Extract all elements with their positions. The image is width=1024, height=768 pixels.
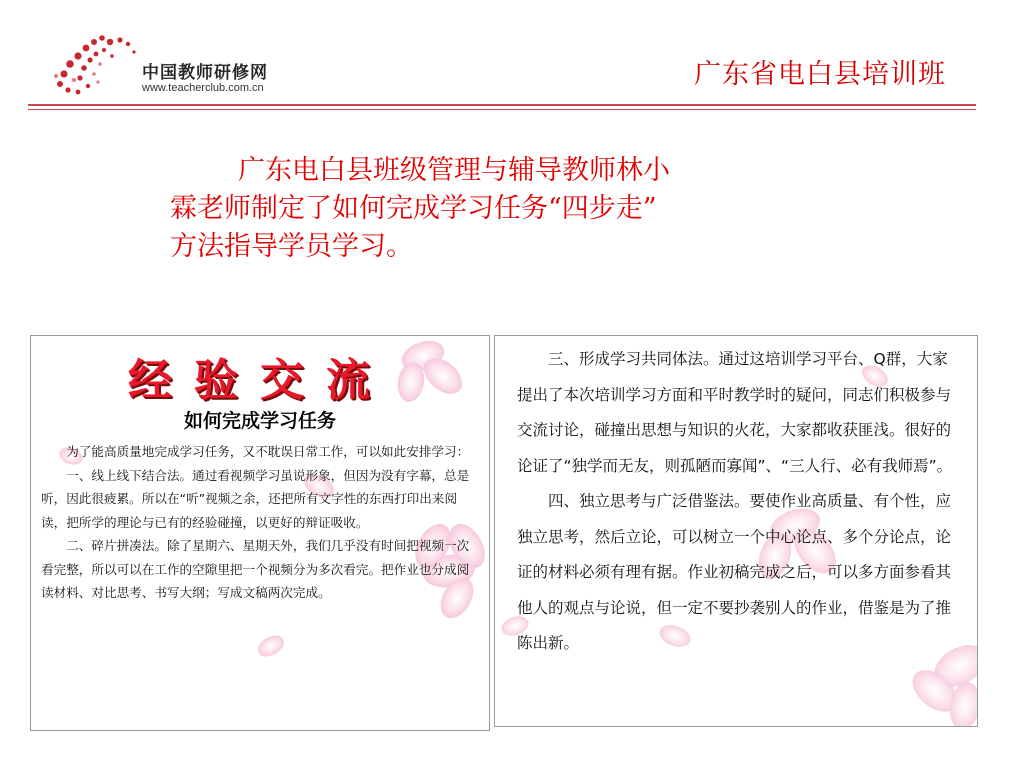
paragraph: 一、线上线下结合法。通过看视频学习虽说形象，但因为没有字幕，总是听，因此很疲累。所以在“听”视频之余，还把所有文字性的东西打印出来阅读，把所学的理论与已有的经验碰撞，以更好的辩证吸收。 — [41, 467, 470, 530]
header-divider-thin — [28, 109, 976, 110]
logo-name: 中国教师研修网 — [142, 63, 268, 83]
experience-panel-left — [30, 335, 490, 731]
right-body — [517, 342, 959, 662]
intro-text — [170, 152, 830, 266]
intro-line: 方法指导学员学习。 — [170, 231, 413, 262]
experience-panel-right — [494, 335, 978, 727]
paragraph: 三、形成学习共同体法。通过这培训学习平台、Q群，大家提出了本次培训学习方面和平时教学时的疑问，同志们积极参与交流讨论，碰撞出思想与知识的火花，大家都收获匪浅。很好的论证了“独学而无友，则孤陋而寡闻”、“三人行、必有我师焉”。 — [517, 350, 953, 475]
logo-url[interactable]: www.teacherclub.com.cn — [142, 82, 264, 94]
paragraph: 四、独立思考与广泛借鉴法。要使作业高质量、有个性，应独立思考，然后立论，可以树立一个中心论点、多个分论点，论证的材料必须有理有据。作业初稿完成之后，可以多方面参看其他人的观点与论说，但一定不要抄袭别人的作业，借鉴是为了推陈出新。 — [517, 492, 952, 652]
intro-line: 广东电白县班级管理与辅导教师林小 — [238, 155, 670, 186]
experience-banner: 经验交流 — [128, 355, 392, 406]
paragraph: 二、碎片拼凑法。除了星期六、星期天外，我们几乎没有时间把视频一次看完整，所以可以在工作的空隙里把一个视频分为多次看完。把作业也分成阅读材料、对比思考、书写大纲；写成文稿两次完成。 — [41, 538, 470, 600]
site-logo[interactable] — [50, 30, 300, 102]
task-title: 如何完成学习任务 — [183, 410, 336, 432]
page-title: 广东省电白县培训班 — [694, 59, 946, 90]
header-divider — [28, 104, 976, 106]
left-body — [41, 440, 471, 605]
dotted-swirl-logo-icon — [50, 30, 140, 100]
intro-line: 霖老师制定了如何完成学习任务“四步走” — [170, 193, 657, 224]
paragraph: 为了能高质量地完成学习任务，又不耽误日常工作，可以如此安排学习： — [66, 444, 470, 459]
